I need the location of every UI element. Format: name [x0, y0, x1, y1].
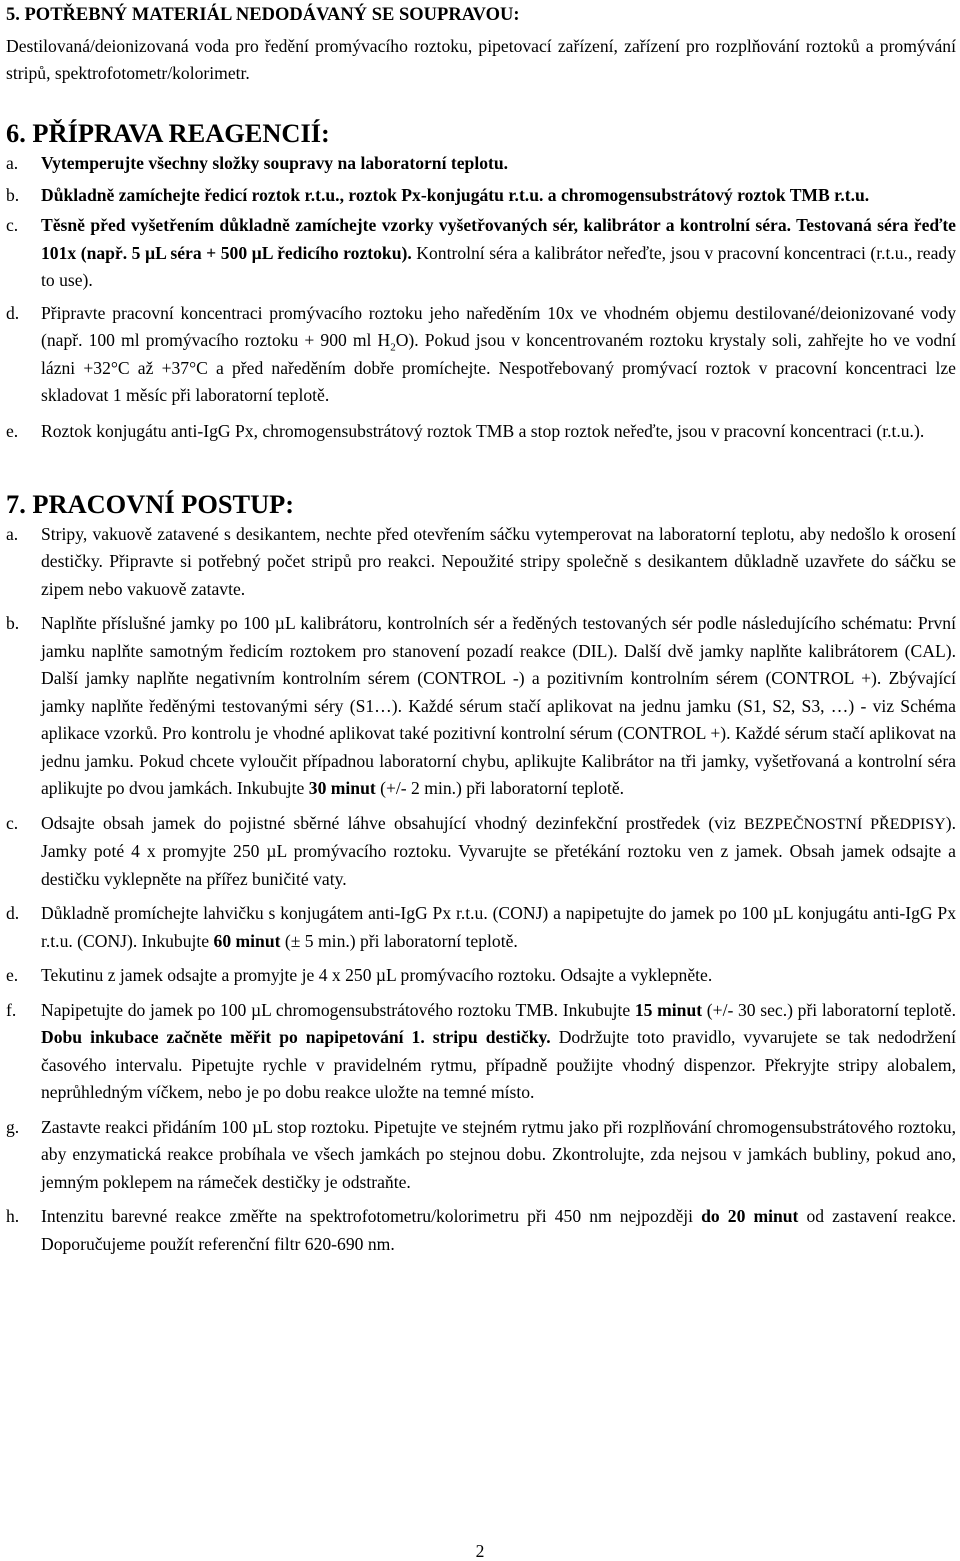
item-text-smallcaps: BEZPEČNOSTNÍ PŘEDPISY [744, 815, 946, 833]
item-label: b. [6, 184, 20, 205]
item-label: e. [6, 420, 19, 441]
item-label: c. [6, 215, 19, 235]
section-6-item-e [6, 418, 956, 446]
item-text-part: Důkladně promíchejte lahvičku s konjugátem anti-IgG Px r.t.u. (CONJ) a napipetujte do jamek po 100 µL konjugátu anti-IgG Px r.t.u. (CONJ). Inkubujte [41, 903, 956, 951]
item-label: g. [6, 1116, 20, 1137]
item-text [41, 810, 956, 894]
item-text [41, 997, 956, 1107]
item-text: Roztok konjugátu anti-IgG Px, chromogensubstrátový roztok TMB a stop roztok neřeďte, jsou v pracovní koncentraci (r.t.u.). [41, 420, 925, 441]
section-7-item-c [6, 810, 956, 894]
item-text-part: Napipetujte do jamek po 100 µL chromogensubstrátového roztoku TMB. Inkubujte [41, 999, 635, 1020]
item-label: f. [6, 999, 17, 1020]
item-text [41, 212, 956, 295]
item-text-normal: Kontrolní séra a kalibrátor neřeďte, jsou v pracovní koncentraci (r.t.u., ready to use). [41, 242, 956, 290]
section-6-item-c [6, 212, 956, 295]
item-label: a. [6, 523, 19, 544]
item-text: Tekutinu z jamek odsajte a promyjte je 4 x 250 µL promývacího roztoku. Odsajte a vyklepněte. [41, 965, 713, 985]
item-text [41, 300, 956, 410]
item-text-bold: Dobu inkubace začněte měřit po napipetování 1. stripu destičky. [41, 1027, 551, 1047]
item-text-part: od zastavení reakce. Doporučujeme použít referenční filtr 620-690 nm. [41, 1206, 956, 1254]
item-label: a. [6, 153, 19, 173]
item-text-part: ). Jamky poté 4 x promyjte 250 µL promývacího roztoku. Vyvarujte se přetékání roztoku ven z jamek. Obsah jamek odsajte a destičku vyklepněte na přířez buničité vaty. [41, 812, 956, 889]
page-number: 2 [475, 1541, 485, 1561]
section-7-item-b [6, 610, 956, 803]
item-text [41, 610, 956, 803]
item-text [41, 1203, 956, 1258]
item-text-part: Intenzitu barevné reakce změřte na spektrofotometru/kolorimetru při 450 nm nejpozději [41, 1206, 702, 1226]
item-text-part: Připravte pracovní koncentraci promývacího roztoku jeho naředěním 10x ve vhodném objemu destilované/deionizované vody (např. 100 ml promývacího roztoku + 900 ml H [41, 302, 956, 350]
item-label: c. [6, 812, 19, 833]
section-7-item-g [6, 1114, 956, 1197]
item-text: Vytemperujte všechny složky soupravy na laboratorní teplotu. [41, 153, 509, 173]
section-6-item-b [6, 182, 956, 210]
item-text-part: Naplňte příslušné jamky po 100 µL kalibrátoru, kontrolních sér a ředěných testovaných sér podle následujícího schématu: První jamku naplňte samotným ředicím roztokem pro stanovení pozadí reakce (DIL). Další dvě jamky naplňte kalibrátorem (CAL). Další jamky naplňte negativním kontrolním sérem (CONTROL -) a pozitivním kontrolním sérem (CONTROL +). Zbývající jamky naplňte ředěnými testovanými séry (S1…). Každé sérum stačí aplikovat na jednu jamku (S1, S2, S3, …) - viz Schéma aplikace vzorků. Pro kontrolu je vhodné aplikovat také pozitivní kontrolní sérum (CONTROL +). Každé sérum stačí aplikovat na jednu jamku. Pokud chcete vyloučit případnou laboratorní chybu, aplikujte Kalibrátor na tři jamky, vyšetřovaná a kontrolní séra aplikujte po dvou jamkách. Inkubujte [41, 613, 956, 798]
item-text: Důkladně zamíchejte ředicí roztok r.t.u., roztok Px-konjugátu r.t.u. a chromogensubstrátový roztok TMB r.t.u. [41, 184, 870, 205]
item-text-part: (± 5 min.) při laboratorní teplotě. [280, 930, 518, 951]
section-7-item-h [6, 1203, 956, 1258]
item-text-part: O). Pokud jsou v koncentrovaném roztoku krystaly soli, zahřejte ho ve vodní lázni +32°C až +37°C a před naředěním dobře promíchejte. Nespotřebovaný promývací roztok v pracovní koncentraci lze skladovat 1 měsíc při laboratorní teplotě. [41, 330, 956, 405]
section-6-item-d [6, 300, 956, 410]
item-text-bold: 30 minut [308, 778, 376, 798]
section-5-text: Destilovaná/deionizovaná voda pro ředění promývacího roztoku, pipetovací zařízení, zařízení pro rozplňování roztoků a promývání stripů, spektrofotometr/kolorimetr. [6, 35, 956, 83]
item-text-bold: do 20 minut [701, 1206, 799, 1226]
item-text: Stripy, vakuově zatavené s desikantem, nechte před otevřením sáčku vytemperovat na laboratorní teplotu, aby nedošlo k orosení destičky. Připravte si potřebný počet stripů pro reakci. Nepoužité stripy společně s desikantem důkladně uzavřete do sáčku se zipem nebo vakuově zatavte. [41, 523, 956, 599]
item-text [41, 900, 956, 955]
section-6-item-a [6, 150, 956, 178]
subscript: 2 [390, 341, 396, 354]
item-label: d. [6, 302, 20, 323]
item-label: h. [6, 1206, 20, 1226]
section-7-heading: 7. PRACOVNÍ POSTUP: [6, 489, 295, 519]
item-label: d. [6, 903, 20, 923]
document-page [6, 2, 956, 1258]
section-6-heading: 6. PŘÍPRAVA REAGENCIÍ: [6, 117, 330, 148]
item-text-bold: Těsně před vyšetřením důkladně zamíchejte vzorky vyšetřovaných sér, kalibrátor a kontrolní séra. Testovaná séra řeďte 101x (např. 5 µL séra + 500 µL ředicího roztoku). [41, 215, 956, 263]
section-7-item-d [6, 900, 956, 955]
item-text-part: Dodržujte toto pravidlo, vyvarujete se tak nedodržení časového intervalu. Pipetujte rychle v pravidelném rytmu, případně použijte vhodný dispenzor. Překryjte stripy alobalem, neprůhledným víčkem, nebo je po dobu reakce uložte na temné místo. [41, 1027, 956, 1102]
item-text-bold: 15 minut [634, 999, 703, 1020]
section-7-item-a [6, 521, 956, 604]
section-5-heading: 5. POTŘEBNÝ MATERIÁL NEDODÁVANÝ SE SOUPRAVOU: [6, 5, 520, 25]
item-text: Zastavte reakci přidáním 100 µL stop roztoku. Pipetujte ve stejném rytmu jako při rozplňování chromogensubstrátového roztoku, aby enzymatická reakce probíhala ve všech jamkách po stejnou dobu. Zkontrolujte, zda nejsou v jamkách bubliny, pokud ano, jemným poklepem na rámeček destičky je odstraňte. [41, 1116, 956, 1192]
item-label: b. [6, 613, 20, 633]
item-text-bold: 60 minut [213, 930, 281, 951]
item-label: e. [6, 965, 19, 985]
section-7-item-f [6, 997, 956, 1107]
item-text-part: (+/- 2 min.) při laboratorní teplotě. [375, 778, 625, 798]
item-text-part: (+/- 30 sec.) při laboratorní teplotě. [702, 999, 956, 1020]
item-text-part: Odsajte obsah jamek do pojistné sběrné láhve obsahující vhodný dezinfekční prostředek (viz [41, 812, 745, 833]
section-7-item-e [6, 962, 956, 990]
